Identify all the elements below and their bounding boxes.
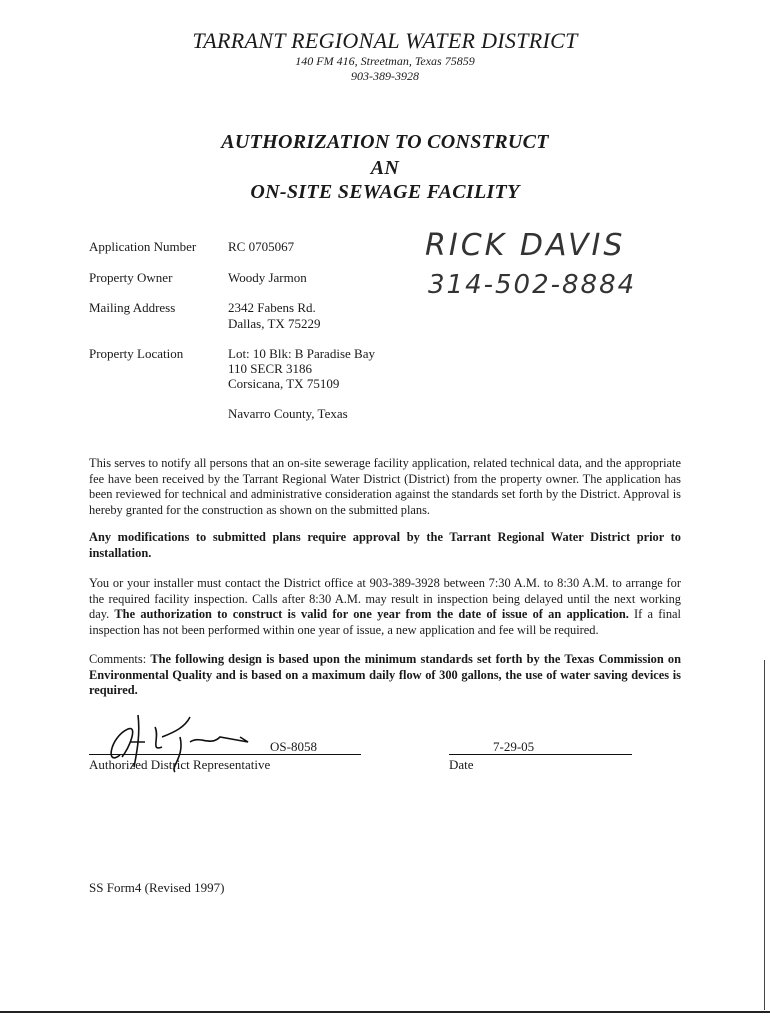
license-number: OS-8058 [270,739,317,754]
modification-notice: Any modifications to submitted plans require approval by the Tarrant Regional Water District prior to installation. [89,530,681,560]
document-heading-line-1: AUTHORIZATION TO CONSTRUCT [221,131,549,153]
date-label: Date [449,757,474,772]
organization-address: 140 FM 416, Streetman, Texas 75859 [295,54,475,68]
inspection-text: You or your installer must contact the District office at 903-389-3928 between 7:30 A.M. to 8:30 A.M. to arrange for the required facility inspection. Calls after 8:30 A.M. may result in inspection being delayed until the next working day. [89,576,681,621]
document-heading-line-3: ON-SITE SEWAGE FACILITY [250,181,520,203]
property-location-line-3: Corsicana, TX 75109 [228,376,340,391]
page-bottom-border [0,1011,770,1013]
application-number-label: Application Number [89,239,197,254]
representative-label: Authorized District Representative [89,757,271,772]
notice-paragraph: This serves to notify all persons that an on-site sewerage facility application, related technical data, and the appropriate fee have been received by the Tarrant Regional Water District (District) from the property owner. The application has been reviewed for technical and administrative consideration against the standards set forth by the District. Approval is hereby granted for the construction as shown on the submitted plans. [89,456,681,517]
application-number-value: RC 0705067 [228,239,295,254]
document-heading-line-2: AN [370,157,400,179]
signature-line [89,754,361,755]
property-location-line-1: Lot: 10 Blk: B Paradise Bay [228,346,375,361]
comments-paragraph [89,652,681,699]
date-value: 7-29-05 [493,739,535,754]
mailing-address-line-2: Dallas, TX 75229 [228,316,321,331]
handwritten-contact-phone: 314-502-8884 [428,270,637,300]
handwritten-contact-name: RICK DAVIS [425,228,626,263]
form-identifier: SS Form4 (Revised 1997) [89,880,225,895]
date-line [449,754,632,755]
property-location-line-2: 110 SECR 3186 [228,361,313,376]
comments-text: The following design is based upon the minimum standards set forth by the Texas Commission on Environmental Quality and is based on a maximum daily flow of 300 gallons, the use of water saving devices is required. [89,652,681,697]
inspection-paragraph [89,576,681,638]
property-location-label: Property Location [89,346,184,361]
organization-name: TARRANT REGIONAL WATER DISTRICT [192,28,578,53]
property-county: Navarro County, Texas [228,406,348,421]
validity-notice: The authorization to construct is valid for one year from the date of issue of an application. [114,607,629,621]
scan-edge-line [764,660,765,1010]
reapplication-text: If a final inspection has not been performed within one year of issue, a new application and fee will be required. [89,607,681,637]
organization-phone: 903-389-3928 [351,69,419,83]
mailing-address-line-1: 2342 Fabens Rd. [228,300,316,315]
comments-label: Comments: [89,652,151,666]
mailing-address-label: Mailing Address [89,300,176,315]
property-owner-value: Woody Jarmon [228,270,307,285]
property-owner-label: Property Owner [89,270,173,285]
